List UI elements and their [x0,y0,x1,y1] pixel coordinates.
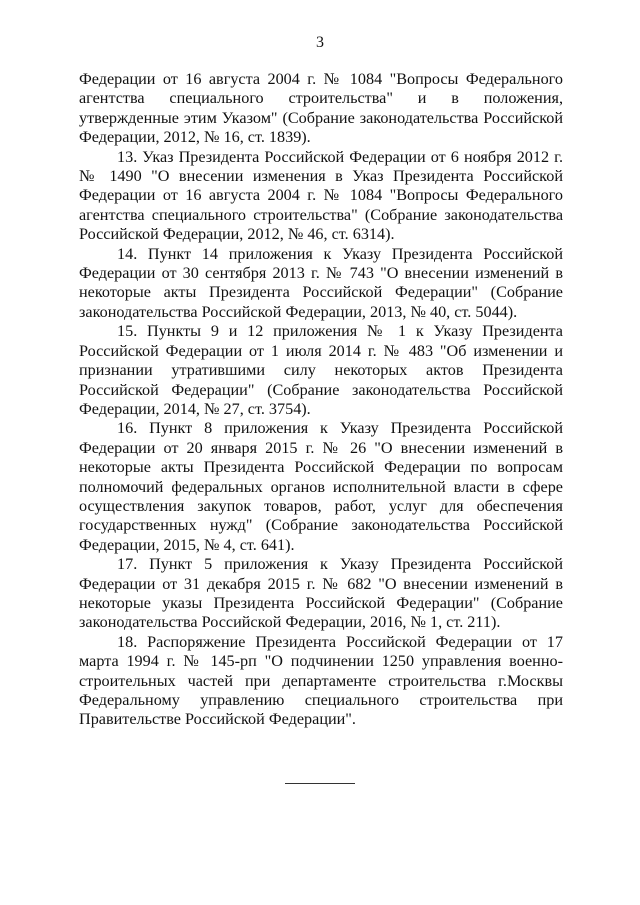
paragraph-item-18: 18. Распоряжение Президента Российской Федерации от 17 марта 1994 г. № 145-рп "О подчинении 1250 управления военно-строительных частей при департаменте строительства г.Москвы Федеральному управлению специального строительства при Правительстве Российской Федерации". [79,632,563,729]
paragraph-item-13: 13. Указ Президента Российской Федерации от 6 ноября 2012 г. № 1490 "О внесении изменения в Указ Президента Российской Федерации от 16 августа 2004 г. № 1084 "Вопросы Федерального агентства специального строительства" (Собрание законодательства Российской Федерации, 2012, № 46, ст. 6314). [79,147,563,244]
page-number: 3 [316,34,324,51]
paragraph-item-17: 17. Пункт 5 приложения к Указу Президента Российской Федерации от 31 декабря 2015 г. № 682 "О внесении изменений в некоторые указы Президента Российской Федерации" (Собрание законодательства Российской Федерации, 2016, № 1, ст. 211). [79,555,563,632]
paragraph-item-15: 15. Пункты 9 и 12 приложения № 1 к Указу Президента Российской Федерации от 1 июля 2014 г. № 483 "Об изменении и признании утратившими силу некоторых актов Президента Российской Федерации" (Собрание законодательства Российской Федерации, 2014, № 27, ст. 3754). [79,322,563,418]
paragraph-item-14: 14. Пункт 14 приложения к Указу Президента Российской Федерации от 30 сентября 2013 г. № 743 "О внесении изменений в некоторые акты Президента Российской Федерации" (Собрание законодательства Российской Федерации, 2013, № 40, ст. 5044). [79,244,563,321]
end-of-document-rule [285,783,355,784]
paragraph-continuation: Федерации от 16 августа 2004 г. № 1084 "Вопросы Федерального агентства специального строительства" и в положения, утвержденные этим Указом" (Собрание законодательства Российской Федерации, 2012, № 16, ст. 1839). [79,70,563,147]
paragraph-item-16: 16. Пункт 8 приложения к Указу Президента Российской Федерации от 20 января 2015 г. № 26 "О внесении изменений в некоторые акты Президента Российской Федерации по вопросам полномочий федеральных органов исполнительной власти в сфере осуществления закупок товаров, работ, услуг для обеспечения государственных нужд" (Собрание законодательства Российской Федерации, 2015, № 4, ст. 641). [79,419,563,554]
document-body [79,70,563,730]
